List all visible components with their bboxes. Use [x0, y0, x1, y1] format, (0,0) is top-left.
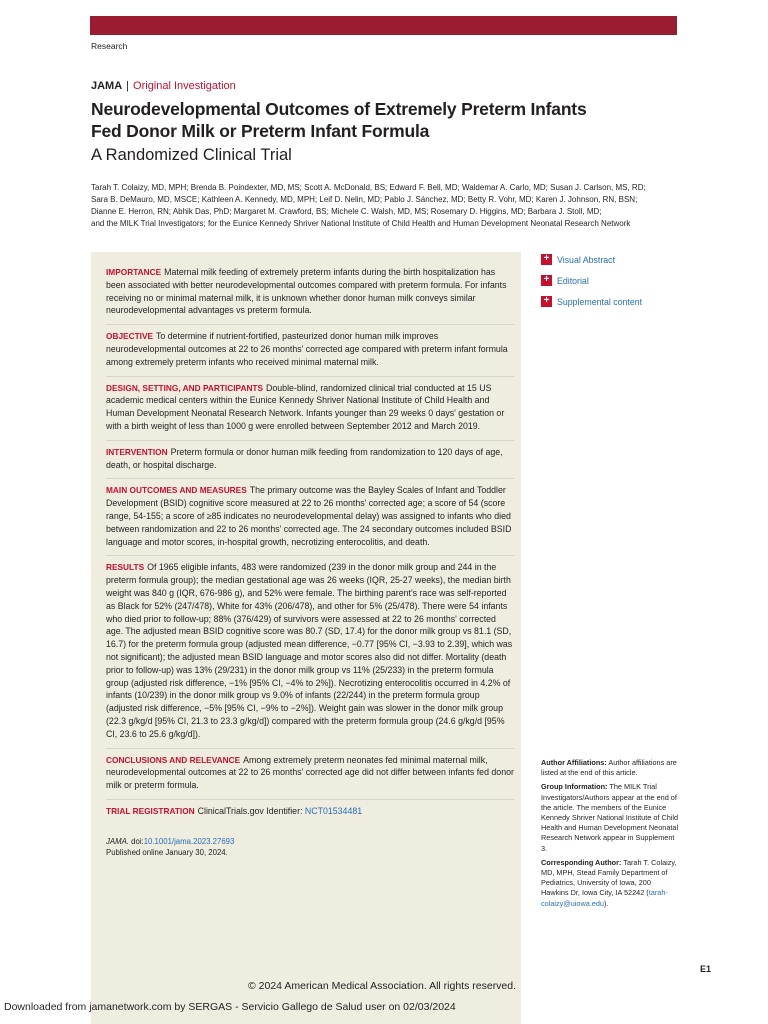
group-information-text: The MILK Trial Investigators/Authors appear at the end of the article. The members of the Eunice Kennedy Shriver National Institute of Child Health and Human Development Neonatal Research Network appear in Supplement 3.	[541, 782, 679, 853]
registration-text: ClinicalTrials.gov Identifier:	[197, 805, 303, 816]
design-text: Double-blind, randomized clinical trial conducted at 15 US academic medical centers within the Eunice Kennedy Shriver National Institute of Child Health and Human Development Neonatal Research Network. Infants younger than 29 weeks 0 days' gestation or with a birth weight of less than 1000 g were enrolled between September 2012 and March 2019.	[106, 382, 505, 431]
author-affiliations	[541, 758, 679, 778]
article-title	[91, 98, 651, 142]
affiliations	[541, 758, 679, 913]
supplementary-links	[541, 249, 642, 312]
citation-journal: JAMA.	[106, 836, 129, 846]
section-label: Research	[91, 41, 128, 51]
abstract-results	[106, 555, 514, 740]
conclusions-label: CONCLUSIONS AND RELEVANCE	[106, 754, 241, 765]
doi-link[interactable]: 10.1001/jama.2023.27693	[143, 836, 235, 846]
supplemental-content-link[interactable]	[541, 291, 642, 312]
article-type[interactable]: Original Investigation	[133, 80, 236, 92]
visual-abstract-link[interactable]	[541, 249, 642, 270]
author-list	[91, 182, 681, 230]
author-line: and the MILK Trial Investigators; for the Eunice Kennedy Shriver National Institute of Child Health and Human Development Neonatal Research Network	[91, 219, 631, 228]
outcomes-label: MAIN OUTCOMES AND MEASURES	[106, 485, 247, 496]
abstract-design	[106, 376, 514, 433]
registration-label: TRIAL REGISTRATION	[106, 805, 195, 816]
corresponding-author	[541, 858, 679, 909]
author-affiliations-text: Author affiliations are listed at the end of this article.	[541, 758, 677, 778]
results-label: RESULTS	[106, 562, 145, 573]
side-link-label: Editorial	[557, 275, 589, 286]
trial-registration-link[interactable]: NCT01534481	[304, 805, 363, 816]
journal-name: JAMA	[91, 80, 123, 92]
corresponding-author-label: Corresponding Author:	[541, 857, 622, 867]
published-date: Published online January 30, 2024.	[106, 847, 228, 857]
author-line: Dianne E. Herron, RN; Abhik Das, PhD; Margaret M. Crawford, BS; Michele C. Walsh, MD, MS; Rosemary D. Higgins, MD; Barbara J. Stoll, MD;	[91, 207, 602, 216]
conclusions-text: Among extremely preterm neonates fed minimal maternal milk, neurodevelopmental outcomes at 22 to 26 months' corrected age did not differ between infants fed donor milk or preterm formula.	[106, 754, 514, 791]
journal-separator: |	[126, 80, 130, 92]
corresponding-author-end: ).	[603, 898, 609, 908]
corresponding-email-link[interactable]: tarah-colaizy@uiowa.edu	[541, 888, 668, 908]
author-line: Sara B. DeMauro, MD, MSCE; Kathleen A. Kennedy, MD, MPH; Leif D. Nelin, MD; Pablo J. Sánchez, MD; Betty R. Vohr, MD; Karen J. Johnson, RN, BSN;	[91, 195, 638, 204]
plus-icon: +	[541, 275, 552, 286]
results-text: Of 1965 eligible infants, 483 were randomized (239 in the donor milk group and 244 in the preterm formula group); the median gestational age was 26 weeks (IQR, 25-27 weeks), the median birth weight was 840 g (IQR, 676-986 g), and 52% were female. The birthing parent's race was self-reported as Black for 52% (247/478), White for 43% (206/478), and other for 5% (25/478). There were 54 infants who died prior to follow-up; 88% (376/429) of survivors were assessed at 22 to 26 months' corrected age. The adjusted mean BSID cognitive score was 80.7 (SD, 17.4) for the donor milk group vs 81.1 (SD, 16.7) for the preterm formula group (adjusted mean difference, −0.77 [95% CI, −3.93 to 2.39], which was not significant); the adjusted mean BSID language and motor scores also did not differ. Mortality (death prior to follow-up) was 13% (29/231) in the donor milk group vs 11% (25/233) in the preterm formula group (adjusted risk difference, −1% [95% CI, −4% to 2%]). Necrotizing enterocolitis occurred in 4.2% of infants (10/239) in the donor milk group vs 9.0% of infants (22/244) in the preterm formula group (adjusted risk difference, −5% [95% CI, −9% to −2%]). Weight gain was slower in the donor milk group (22.3 g/kg/d [95% CI, 21.3 to 23.3 g/kg/d]) compared with the preterm formula group (24.6 g/kg/d [95% CI, 23.6 to 25.6 g/kg/d]).	[106, 562, 513, 739]
page-number: E1	[700, 964, 712, 974]
abstract-intervention	[106, 440, 514, 472]
outcomes-text: The primary outcome was the Bayley Scales of Infant and Toddler Development (BSID) cognitive score measured at 22 to 26 months' corrected age; a score of 54 (score range, 54-155; a score of ≥85 indicates no neurodevelopmental delay) was assigned to infants who died between randomization and 22 to 26 months' corrected age. The 24 secondary outcomes included BSID language and motor scores, in-hospital growth, necrotizing enterocolitis, and death.	[106, 485, 512, 547]
side-link-label: Visual Abstract	[557, 254, 616, 265]
abstract-conclusions	[106, 748, 514, 792]
abstract-registration	[106, 799, 514, 818]
group-information	[541, 782, 679, 853]
plus-icon: +	[541, 296, 552, 307]
journal-line	[91, 80, 236, 92]
editorial-link[interactable]	[541, 270, 642, 291]
abstract-importance	[106, 266, 514, 317]
importance-label: IMPORTANCE	[106, 267, 162, 277]
title-line-1: Neurodevelopmental Outcomes of Extremely Preterm Infants	[91, 99, 587, 119]
abstract	[106, 266, 514, 865]
abstract-objective	[106, 324, 514, 368]
intervention-text: Preterm formula or donor human milk feeding from randomization to 120 days of age, death, or hospital discharge.	[106, 446, 503, 470]
download-notice: Downloaded from jamanetwork.com by SERGAS - Servicio Gallego de Salud user on 02/03/2024	[4, 1001, 456, 1013]
plus-icon: +	[541, 254, 552, 265]
intervention-label: INTERVENTION	[106, 446, 168, 457]
copyright: © 2024 American Medical Association. All rights reserved.	[248, 980, 517, 992]
side-link-label: Supplemental content	[557, 296, 643, 307]
journal-header-bar	[90, 16, 677, 35]
abstract-outcomes	[106, 478, 514, 548]
title-line-2: Fed Donor Milk or Preterm Infant Formula	[91, 121, 430, 141]
author-affiliations-label: Author Affiliations:	[541, 758, 607, 767]
corresponding-author-text: Tarah T. Colaizy, MD, MPH, Stead Family Department of Pediatrics, University of Iowa, 200 Hawkins Dr, Iowa City, IA 52242 (	[541, 857, 677, 898]
design-label: DESIGN, SETTING, AND PARTICIPANTS	[106, 382, 264, 393]
importance-text: Maternal milk feeding of extremely preterm infants during the birth hospitalization has been associated with better neurodevelopmental outcomes compared with preterm formula. For infants receiving no or minimal maternal milk, it is unknown whether donor human milk conveys similar neurodevelopmental advantages vs preterm formula.	[106, 267, 507, 316]
citation-doi-prefix: doi:	[131, 836, 144, 846]
article-subtitle: A Randomized Clinical Trial	[91, 146, 292, 164]
objective-label: OBJECTIVE	[106, 331, 154, 342]
citation	[106, 836, 514, 858]
author-line: Tarah T. Colaizy, MD, MPH; Brenda B. Poindexter, MD, MS; Scott A. McDonald, BS; Edward F. Bell, MD; Waldemar A. Carlo, MD; Susan J. Carlson, MS, RD;	[91, 183, 646, 192]
group-information-label: Group Information:	[541, 782, 608, 792]
objective-text: To determine if nutrient-fortified, pasteurized donor human milk improves neurodevelopmental outcomes at 22 to 26 months' corrected age compared with preterm infant formula among extremely preterm infants who received minimal maternal milk.	[106, 331, 508, 367]
